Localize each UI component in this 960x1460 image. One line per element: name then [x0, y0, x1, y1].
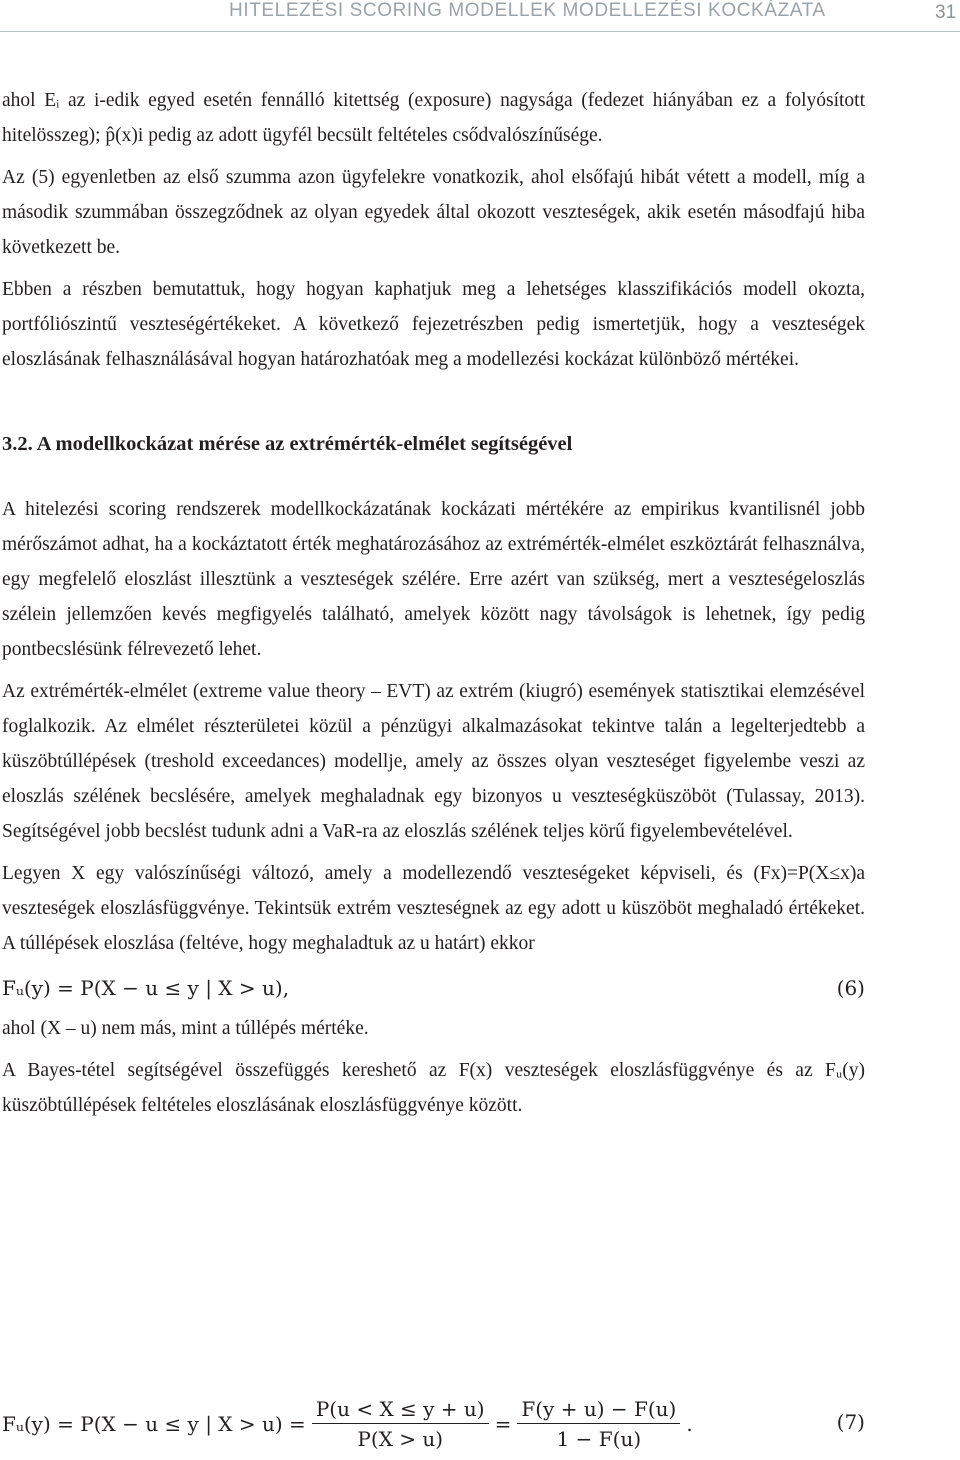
paragraph-exceedance-def: ahol (X – u) nem más, mint a túllépés mértéke. — [2, 1018, 369, 1039]
equation-6-label: (6) — [836, 976, 865, 1000]
equation-7-equals: = — [494, 1412, 512, 1436]
section-number: 3.2. — [2, 433, 33, 455]
fraction-1-numerator: P(u < X ≤ y + u) — [312, 1395, 489, 1424]
paragraph-sum-explanation: Az (5) egyenletben az első szumma azon ügyfelekre vonatkozik, ahol elsőfajú hibát vétett a modell, míg a második szummában összegződnek az olyan egyedek által okozott veszteségek, akik esetén másodfajú hiba következett be. — [2, 167, 865, 258]
header-rule — [0, 31, 960, 32]
equation-6 — [2, 971, 865, 1011]
running-header-title: HITELEZÉSI SCORING MODELLEK MODELLEZÉSI KOCKÁZATA — [229, 0, 826, 21]
section-heading — [2, 427, 865, 462]
fraction-1-denominator: P(X > u) — [357, 1426, 444, 1451]
page-number: 31 — [935, 2, 957, 23]
equation-6-body: Fᵤ(y) = P(X − u ≤ y | X > u), — [2, 976, 290, 1000]
paragraph-random-variable: Legyen X egy valószínűségi változó, amely a modellezendő veszteségeket képviseli, és (Fx)=P(X≤x)a veszteségek eloszlásfüggvénye. Tekintsük extrém veszteségnek az egy adott u küszöböt meghaladó értékeket. A túllépések eloszlása (feltéve, hogy meghaladtuk az u határt) ekkor — [2, 863, 865, 954]
equation-7-period: . — [686, 1412, 693, 1436]
paragraph-evt-intro: Az extrémérték-elmélet (extreme value theory – EVT) az extrém (kiugró) események statisztikai elemzésével foglalkozik. Az elmélet részterületei közül a pénzügyi alkalmazásokat tekintve talán a legelterjedtebb a küszöbtúllépések (treshold exceedances) modellje, amely az összes olyan veszteséget figyelembe veszi az eloszlás szélének becslésére, amelyek meghaladnak egy bizonyos u veszteségküszöböt (Tulassay, 2013). Segítségével jobb becslést tudunk adni a VaR-ra az eloszlás szélének teljes körű figyelembevételével. — [2, 681, 865, 842]
page-body — [2, 83, 865, 1123]
paragraph-bayes: A Bayes-tétel segítségével összefüggés kereshető az F(x) veszteségek eloszlásfüggvénye és az Fᵤ(y) küszöbtúllépések feltételes eloszlásának eloszlásfüggvénye között. — [2, 1060, 865, 1116]
paragraph-section-summary: Ebben a részben bemutattuk, hogy hogyan kaphatjuk meg a lehetséges klasszifikációs modell okozta, portfóliószintű veszteségértékeket. A következő fejezetrészben pedig ismertetjük, hogy a veszteségek eloszlásának felhasználásával hogyan határozhatóak meg a modellezési kockázat különböző mértékei. — [2, 279, 865, 370]
fraction-2-denominator: 1 − F(u) — [556, 1426, 642, 1451]
equation-7-lhs: Fᵤ(y) = P(X − u ≤ y | X > u) = — [2, 1412, 306, 1436]
equation-7-fraction-1 — [312, 1395, 489, 1454]
paragraph-evt-motivation: A hitelezési scoring rendszerek modellkockázatának kockázati mértékére az empirikus kvantilisnél jobb mérőszámot adhat, ha a kockáztatott érték meghatározásához az extrémérték-elmélet eszköztárát felhasználva, egy megfelelő eloszlást illesztünk a veszteségek szélére. Erre azért van szükség, mert a veszteségeloszlás szélein jellemzően kevés megfigyelés található, amelyek között nagy távolságok is lehetnek, így pedig pontbecslésünk félrevezető lehet. — [2, 499, 865, 660]
equation-7-label: (7) — [836, 1410, 865, 1434]
fraction-2-numerator: F(y + u) − F(u) — [517, 1395, 680, 1424]
paragraph-exposure: ahol Eᵢ az i-edik egyed esetén fennálló kitettség (exposure) nagysága (fedezet hiányában ez a folyósított hitelösszeg); p̂(x)i pedig az adott ügyfél becsült feltételes csődvalószínűsége. — [2, 90, 865, 146]
equation-7 — [2, 1388, 865, 1460]
section-title: A modellkockázat mérése az extrémérték-elmélet segítségével — [36, 433, 573, 455]
equation-7-fraction-2 — [517, 1395, 680, 1454]
